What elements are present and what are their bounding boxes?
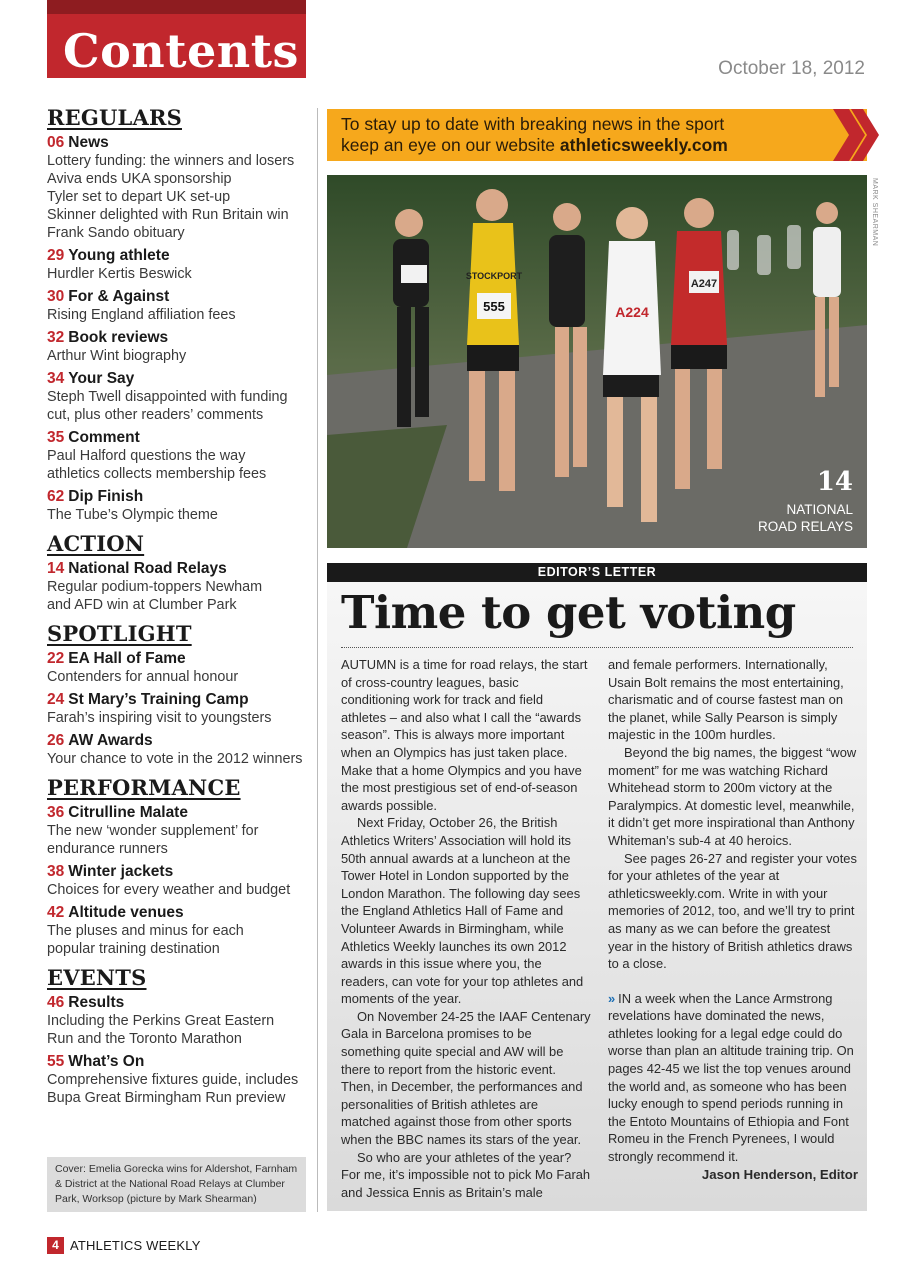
- entry-page-number: 32: [47, 329, 65, 346]
- section-heading: PERFORMANCE: [47, 775, 241, 800]
- page-footer: [47, 1237, 201, 1254]
- entry-description: Arthur Wint biography: [47, 348, 187, 364]
- letter-line: Usain Bolt remains the most entertaining,: [608, 674, 844, 690]
- letter-line: Farah and Jessica Ennis as Britain’s male: [341, 1167, 591, 1200]
- letter-line: majestic in the 100m hurdles.: [608, 727, 776, 743]
- letter-line: when the BBC names its stars of the year.: [341, 1132, 582, 1148]
- contents-entry[interactable]: [47, 487, 309, 524]
- cover-caption-line: & District at the National Road Relays at Clumber: [55, 1178, 285, 1190]
- contents-entry[interactable]: [47, 287, 309, 324]
- entry-page-number: 26: [47, 732, 65, 749]
- entry-description: athletics collects membership fees: [47, 466, 267, 482]
- letter-column-1: [341, 656, 591, 1201]
- letter-line: Next Friday, October 26, the British: [357, 815, 558, 831]
- entry-description: popular training destination: [47, 941, 220, 957]
- paragraph-gap: [608, 973, 858, 990]
- editors-letter-title: Time to get voting: [341, 586, 796, 639]
- page-title: Contents: [63, 24, 299, 78]
- entry-description: Bupa Great Birmingham Run preview: [47, 1090, 286, 1106]
- letter-line: when an Olympics has just taken place.: [341, 744, 568, 760]
- website-link[interactable]: athleticsweekly.com: [559, 135, 728, 155]
- masthead-bar: [47, 0, 306, 78]
- entry-title: For & Against: [68, 288, 170, 305]
- banner-prefix: keep an eye on our website: [341, 135, 560, 155]
- editors-letter-label: EDITOR’S LETTER: [327, 563, 867, 582]
- page-number: 4: [47, 1237, 64, 1254]
- entry-heading: [47, 369, 309, 388]
- entry-description: and AFD win at Clumber Park: [47, 597, 237, 613]
- entry-title: Dip Finish: [68, 488, 144, 505]
- entry-description: Run and the Toronto Marathon: [47, 1031, 242, 1047]
- letter-line: than Anthony Whiteman’s sub-4 at 40: [608, 815, 855, 848]
- letter-line: Centenary Gala in Barcelona promises to: [341, 1008, 591, 1042]
- pull-marker-icon: »: [608, 990, 616, 1006]
- letter-paragraph: [341, 1149, 591, 1202]
- letter-paragraph: [341, 656, 591, 814]
- letter-line: be something quite special and AW will: [341, 1026, 546, 1060]
- entry-description: cut, plus other readers’ comments: [47, 407, 264, 423]
- letter-line: around the world and, as someone who: [608, 1061, 851, 1094]
- bib-a247: A247: [690, 278, 718, 290]
- entry-description: Aviva ends UKA sponsorship: [47, 171, 232, 187]
- entry-heading: [47, 649, 309, 668]
- bib-555: 555: [483, 299, 505, 314]
- entry-title: EA Hall of Fame: [68, 650, 186, 667]
- entry-description: Regular podium-toppers Newham: [47, 579, 263, 595]
- contents-entry[interactable]: [47, 246, 309, 283]
- entry-description: Skinner delighted with Run Britain win: [47, 207, 289, 223]
- entry-heading: [47, 328, 309, 347]
- contents-section: [47, 104, 309, 524]
- entry-title: Winter jackets: [68, 863, 174, 880]
- letter-line: “wow moment” for me was watching: [608, 744, 857, 778]
- entry-heading: [47, 246, 309, 265]
- letter-line: the most prestigious set of end-of-season: [341, 780, 578, 796]
- letter-paragraph: [608, 990, 858, 1166]
- cover-photo: [327, 175, 867, 548]
- letter-line: Beyond the big names, the biggest: [624, 744, 823, 760]
- entry-description: The new ‘wonder supplement’ for: [47, 823, 259, 839]
- entry-heading: [47, 1052, 309, 1071]
- contents-section: [47, 964, 309, 1107]
- letter-paragraph: [341, 1008, 591, 1149]
- entry-description: Frank Sando obituary: [47, 225, 185, 241]
- letter-line: awards possible.: [341, 797, 438, 813]
- cover-caption-line: Park, Worksop (picture by Mark Shearman): [55, 1193, 257, 1205]
- entry-description: Hurdler Kertis Beswick: [47, 266, 192, 282]
- letter-line: athletes – and also what I call the “awards: [341, 709, 582, 725]
- contents-section: [47, 530, 309, 614]
- editor-signature: Jason Henderson, Editor: [701, 1166, 858, 1182]
- contents-entry[interactable]: [47, 559, 309, 614]
- entry-heading: [47, 862, 309, 881]
- entry-title: Citrulline Malate: [68, 804, 188, 821]
- entry-description: Your chance to vote in the 2012 winners: [47, 751, 303, 767]
- entry-page-number: 62: [47, 488, 65, 505]
- editors-letter: [327, 563, 867, 1211]
- entry-title: Comment: [68, 429, 140, 446]
- section-heading: ACTION: [47, 531, 145, 556]
- banner-line-1: To stay up to date with breaking news in the sport: [341, 114, 725, 134]
- entry-description: Comprehensive fixtures guide, includes: [47, 1072, 299, 1088]
- entry-title: National Road Relays: [68, 560, 227, 577]
- entry-page-number: 22: [47, 650, 65, 667]
- cover-caption-line: Cover: Emelia Gorecka wins for Aldershot, Farnham: [55, 1163, 298, 1175]
- contents-entry[interactable]: [47, 903, 309, 958]
- contents-entry[interactable]: [47, 428, 309, 483]
- letter-line: meanwhile, it didn’t get more inspirational: [608, 797, 855, 831]
- letter-line: and Volunteer Awards in Birmingham,: [341, 903, 564, 936]
- entry-page-number: 34: [47, 370, 65, 387]
- contents-entry[interactable]: [47, 731, 309, 768]
- entry-page-number: 55: [47, 1053, 65, 1070]
- bib: [401, 265, 427, 283]
- letter-line: has been lucky enough to spend periods: [608, 1078, 847, 1112]
- entry-description: The pluses and minus for each: [47, 923, 244, 939]
- contents-entry[interactable]: [47, 328, 309, 365]
- letter-paragraph: [341, 814, 591, 1008]
- letter-line: On November 24-25 the IAAF: [357, 1008, 528, 1024]
- contents-entry[interactable]: [47, 803, 309, 858]
- photo-credit: MARK SHEARMAN: [871, 178, 878, 247]
- entry-heading: [47, 428, 309, 447]
- letter-line: greatest year in the history of British: [608, 920, 831, 954]
- column-divider: [317, 108, 318, 1212]
- contents-entry[interactable]: [47, 649, 309, 686]
- issue-date: October 18, 2012: [718, 58, 865, 79]
- letter-line: On pages 42-45 we list the top venues: [608, 1043, 854, 1077]
- caption-line-2: ROAD RELAYS: [757, 519, 853, 534]
- photo-caption-text: [758, 501, 853, 535]
- letter-line: be there to report from the historic event.: [341, 1044, 564, 1077]
- entry-heading: [47, 690, 309, 709]
- letter-line: heroics.: [746, 832, 792, 848]
- letter-line: Then, in December, the performances: [341, 1079, 558, 1095]
- entry-description: Contenders for annual honour: [47, 669, 239, 685]
- entry-page-number: 42: [47, 904, 65, 921]
- entry-page-number: 06: [47, 134, 65, 151]
- letter-line: Athletics Writers’ Association will hold: [341, 832, 555, 848]
- entry-description: Lottery funding: the winners and losers: [47, 153, 295, 169]
- letter-line: season”. This is always more important: [341, 727, 565, 743]
- letter-line: Make that a home Olympics and you have: [341, 762, 582, 778]
- contents-entry[interactable]: [47, 862, 309, 899]
- entry-page-number: 38: [47, 863, 65, 880]
- letter-line: votes for your athletes of the year at: [608, 850, 857, 884]
- entry-heading: [47, 559, 309, 578]
- letter-line: its 50th annual awards at a luncheon at: [341, 832, 571, 866]
- letter-line: athletes looking for a legal edge could do: [608, 1025, 843, 1041]
- entry-page-number: 36: [47, 804, 65, 821]
- letter-line: athletics draws to a close.: [608, 938, 853, 972]
- entry-description: Farah’s inspiring visit to youngsters: [47, 710, 272, 726]
- entry-title: News: [68, 134, 109, 151]
- contents-list: [47, 104, 309, 1113]
- letter-line: Richard Whitehead storm to 200m victory: [608, 762, 828, 796]
- entry-heading: [47, 903, 309, 922]
- letter-line: charismatic and of course fastest man on: [608, 692, 844, 708]
- entry-title: Book reviews: [68, 329, 169, 346]
- bib-a224: A224: [615, 304, 649, 320]
- letter-line: the London Marathon. The following day: [341, 868, 569, 901]
- letter-line: So who are your athletes of the year?: [357, 1149, 572, 1165]
- letter-line: AUTUMN is a time for road relays, the: [341, 657, 559, 672]
- entry-page-number: 24: [47, 691, 65, 708]
- contents-entry[interactable]: [47, 133, 309, 242]
- entry-title: Results: [68, 994, 125, 1011]
- letter-column-2: [608, 656, 858, 1183]
- entry-heading: [47, 487, 309, 506]
- section-heading: SPOTLIGHT: [47, 621, 192, 646]
- entry-title: St Mary’s Training Camp: [68, 691, 249, 708]
- letter-line: the Tower Hotel in London supported by: [341, 850, 571, 884]
- entry-description: endurance runners: [47, 841, 168, 857]
- letter-line: while Athletics Weekly launches its own: [341, 920, 564, 954]
- letter-line: moments of the year.: [341, 991, 462, 1007]
- contents-entry[interactable]: [47, 1052, 309, 1107]
- section-heading: EVENTS: [47, 965, 147, 990]
- entry-title: Young athlete: [68, 247, 170, 264]
- contents-entry[interactable]: [47, 690, 309, 727]
- letter-line: at the Paralympics. At domestic level,: [608, 780, 833, 813]
- letter-line: and personalities of British athletes are: [341, 1079, 583, 1112]
- letter-line: See pages 26-27 and register your: [624, 850, 823, 866]
- section-heading: REGULARS: [47, 105, 182, 130]
- entry-heading: [47, 133, 309, 152]
- letter-line: IN a week when the Lance Armstrong: [618, 990, 833, 1006]
- contents-section: [47, 774, 309, 958]
- letter-line: readers, can vote for your top athletes and: [341, 973, 584, 989]
- entry-heading: [47, 287, 309, 306]
- letter-line: matched against those from other sports: [341, 1114, 572, 1130]
- letter-line: the planet, while Sally Pearson is simply: [608, 709, 838, 725]
- entry-title: AW Awards: [68, 732, 153, 749]
- cover-caption: [47, 1157, 306, 1212]
- entry-title: What’s On: [68, 1053, 145, 1070]
- bib-stockport: STOCKPORT: [465, 271, 523, 281]
- masthead-stripe: [47, 0, 306, 14]
- entry-page-number: 29: [47, 247, 65, 264]
- photo-caption-page[interactable]: 14: [816, 467, 853, 497]
- letter-line: athleticsweekly.com. Write in with your: [608, 885, 828, 901]
- dotted-divider: [341, 647, 853, 648]
- website-banner[interactable]: [327, 109, 867, 161]
- letter-line: Pyrenees, I would strongly recommend it.: [608, 1131, 835, 1165]
- entry-heading: [47, 993, 309, 1012]
- letter-line: memories of 2012, too, and we’ll try: [608, 903, 812, 919]
- entry-description: Choices for every weather and budget: [47, 882, 291, 898]
- letter-line: revelations have dominated the news,: [608, 1008, 825, 1024]
- entry-description: Including the Perkins Great Eastern: [47, 1013, 275, 1029]
- entry-description: Paul Halford questions the way: [47, 448, 246, 464]
- entry-heading: [47, 731, 309, 750]
- entry-page-number: 35: [47, 429, 65, 446]
- entry-description: Steph Twell disappointed with funding: [47, 389, 288, 405]
- entry-title: Altitude venues: [68, 904, 184, 921]
- magazine-name: ATHLETICS WEEKLY: [70, 1238, 201, 1253]
- entry-page-number: 46: [47, 994, 65, 1011]
- entry-heading: [47, 803, 309, 822]
- contents-entry[interactable]: [47, 369, 309, 424]
- entry-description: The Tube’s Olympic theme: [47, 507, 218, 523]
- caption-line-1: NATIONAL: [786, 502, 853, 517]
- double-chevron-icon: [829, 109, 881, 161]
- letter-line: conditioning work for track and field: [341, 692, 544, 708]
- entry-page-number: 30: [47, 288, 65, 305]
- contents-entry[interactable]: [47, 993, 309, 1048]
- letter-line: 2012 awards in this issue where you, the: [341, 938, 567, 972]
- entry-description: Tyler set to depart UK set-up: [47, 189, 231, 205]
- letter-paragraph: [608, 744, 858, 850]
- entry-title: Your Say: [68, 370, 135, 387]
- letter-line: For me, it’s impossible not to pick Mo: [341, 1167, 553, 1183]
- letter-line: sees the England Athletics Hall of Fame: [341, 885, 581, 919]
- letter-line: to print as many as we can before the: [608, 903, 855, 936]
- letter-line: Ethiopia and Font Romeu in the French: [608, 1113, 849, 1147]
- contents-section: [47, 620, 309, 768]
- letter-paragraph: [608, 850, 858, 973]
- entry-description: Rising England affiliation fees: [47, 307, 236, 323]
- letter-line: and female performers. Internationally,: [608, 657, 828, 672]
- entry-page-number: 14: [47, 560, 65, 577]
- letter-line: worse than plan an altitude training trip.: [608, 1043, 834, 1059]
- race-photo-illustration: [327, 175, 867, 548]
- letter-paragraph: [608, 656, 858, 744]
- letter-line: start of cross-country leagues, basic: [341, 657, 588, 690]
- letter-line: running in the Entoto Mountains of: [608, 1096, 844, 1129]
- banner-line-2: [341, 135, 853, 156]
